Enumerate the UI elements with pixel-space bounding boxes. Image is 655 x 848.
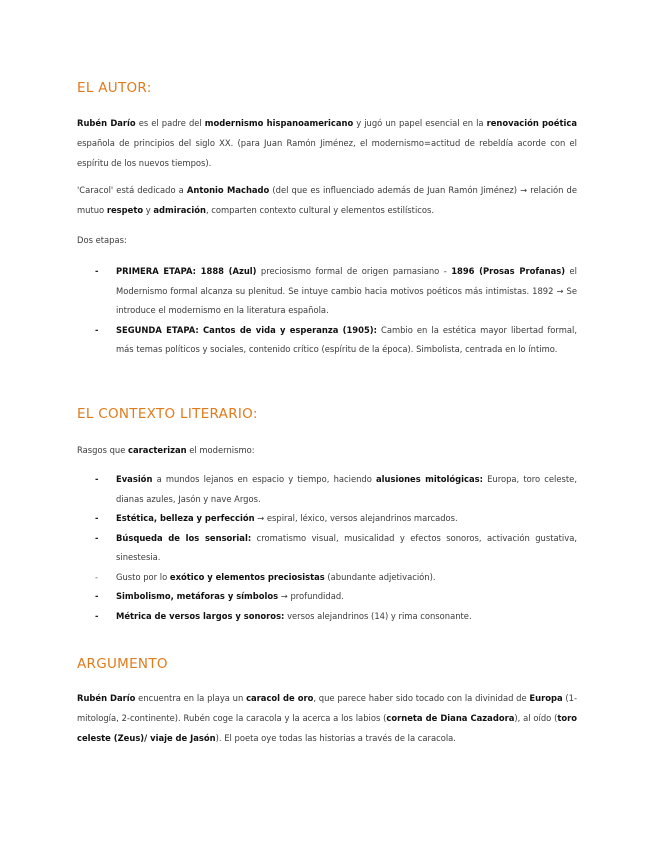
- paragraph-autor-intro: Rubén Darío es el padre del modernismo hispanoamericano y jugó un papel esencial en la renovación poética española de principios del siglo XX. (para Juan Ramón Jiménez, el modernismo=actitud de rebeldía acorde con el espíritu de los nuevos tiempos).: [77, 118, 577, 168]
- heading-autor: EL AUTOR:: [77, 80, 152, 96]
- list-item: - SEGUNDA ETAPA: Cantos de vida y esperanza (1905): Cambio en la estética mayor libertad formal, más temas políticos y sociales, contenido crítico (espíritu de la época). Simbolista, centrada en lo íntimo.: [95, 324, 577, 354]
- list-item: - Gusto por lo exótico y elementos preciosistas (abundante adjetivación).: [95, 571, 436, 582]
- list-item: - Evasión a mundos lejanos en espacio y tiempo, haciendo alusiones mitológicas: Europa, toro celeste, dianas azules, Jasón y nave Argos.: [95, 474, 577, 504]
- list-item: - Métrica de versos largos y sonoros: versos alejandrinos (14) y rima consonante.: [95, 610, 472, 621]
- paragraph-etapas-intro: Dos etapas:: [77, 235, 127, 245]
- heading-contexto: EL CONTEXTO LITERARIO:: [77, 406, 258, 422]
- etapas-list: [77, 262, 577, 360]
- list-item: - Búsqueda de los sensorial: cromatismo visual, musicalidad y efectos sonoros, activación gustativa, sinestesia.: [95, 532, 577, 562]
- paragraph-rasgos-intro: Rasgos que caracterizan el modernismo:: [77, 445, 255, 455]
- list-item: - PRIMERA ETAPA: 1888 (Azul) preciosismo formal de origen parnasiano - 1896 (Prosas Profanas) el Modernismo formal alcanza su plenitud. Se intuye cambio hacia motivos poéticos más intimistas. 1892 → Se introduce el modernismo en la literatura española.: [95, 266, 577, 315]
- rasgos-list: [77, 470, 577, 626]
- list-item: - Estética, belleza y perfección → espiral, léxico, versos alejandrinos marcados.: [95, 513, 458, 523]
- paragraph-caracol: 'Caracol' está dedicado a Antonio Machado (del que es influenciado además de Juan Ramón Jiménez) → relación de mutuo respeto y admiración, comparten contexto cultural y elementos estilísticos.: [77, 185, 577, 215]
- list-item: - Simbolismo, metáforas y símbolos → profundidad.: [95, 591, 344, 601]
- paragraph-argumento: Rubén Darío encuentra en la playa un caracol de oro, que parece haber sido tocado con la divinidad de Europa (1- mitología, 2-continente). Rubén coge la caracola y la acerca a los labios (corneta de Diana Cazadora), al oído (toro celeste (Zeus)/ viaje de Jasón). El poeta oye todas las historias a través de la caracola.: [77, 693, 577, 743]
- heading-argumento: ARGUMENTO: [77, 656, 168, 672]
